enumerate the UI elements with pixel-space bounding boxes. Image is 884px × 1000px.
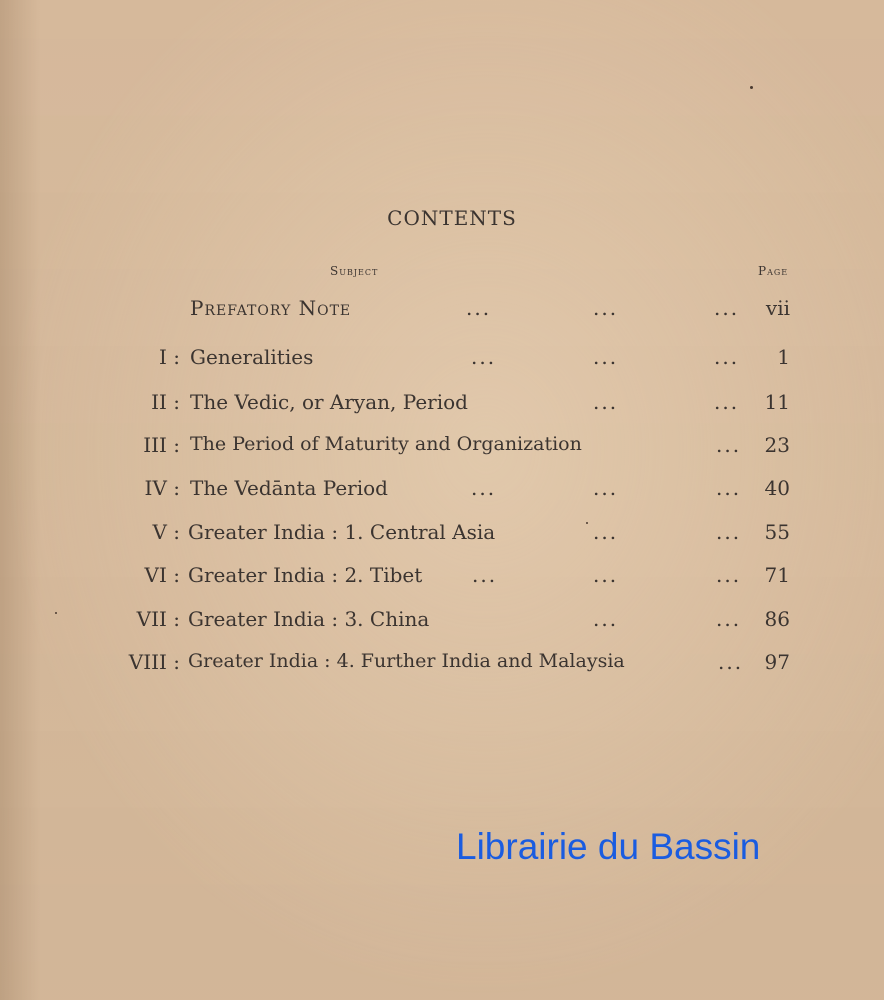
toc-entry (0, 433, 884, 463)
leader-dots: ... (593, 345, 619, 369)
page-number: 40 (764, 476, 790, 500)
chapter-number: VI : (144, 563, 180, 587)
leader-dots: ... (716, 563, 742, 587)
toc-entry (0, 520, 884, 550)
page-number: 97 (764, 650, 790, 674)
leader-dots: ... (472, 563, 498, 587)
page-column-label: Page (758, 264, 789, 278)
chapter-title: The Vedānta Period (190, 476, 388, 500)
chapter-number: V : (152, 520, 180, 544)
leader-dots: ... (716, 520, 742, 544)
leader-dots: ... (716, 433, 742, 457)
toc-entry (0, 476, 884, 506)
chapter-title: Greater India : 3. China (188, 607, 430, 631)
chapter-title: Greater India : 1. Central Asia (188, 520, 496, 544)
page-number: vii (765, 296, 790, 320)
toc-entry (0, 296, 884, 326)
chapter-number: I : (159, 345, 180, 369)
chapter-number: IV : (144, 476, 180, 500)
toc-entry (0, 607, 884, 637)
leader-dots: ... (593, 296, 619, 320)
leader-dots: ... (466, 296, 492, 320)
chapter-title: The Period of Maturity and Organization (190, 433, 582, 455)
subject-column-label: Subject (330, 264, 379, 278)
bookseller-watermark: Librairie du Bassin (456, 826, 761, 867)
chapter-number: VII : (136, 607, 180, 631)
leader-dots: ... (471, 345, 497, 369)
toc-entry (0, 650, 884, 680)
toc-entry (0, 390, 884, 420)
leader-dots: ... (714, 345, 740, 369)
leader-dots: ... (716, 607, 742, 631)
leader-dots: ... (716, 476, 742, 500)
toc-entry (0, 345, 884, 375)
page-number: 1 (777, 345, 790, 369)
chapter-number: VIII : (128, 650, 180, 674)
leader-dots: ... (718, 650, 744, 674)
chapter-title: The Vedic, or Aryan, Period (190, 390, 468, 414)
paper-speck (55, 612, 57, 614)
chapter-title: Greater India : 4. Further India and Malaysia (188, 650, 625, 672)
chapter-number: III : (143, 433, 180, 457)
chapter-title: Prefatory Note (190, 296, 352, 320)
leader-dots: ... (593, 563, 619, 587)
chapter-title: Generalities (190, 345, 314, 369)
page-number: 23 (764, 433, 790, 457)
chapter-title: Greater India : 2. Tibet (188, 563, 423, 587)
leader-dots: ... (714, 296, 740, 320)
page-number: 86 (764, 607, 790, 631)
leader-dots: ... (593, 476, 619, 500)
paper-speck (750, 86, 753, 89)
leader-dots: ... (593, 520, 619, 544)
leader-dots: ... (471, 476, 497, 500)
contents-heading: CONTENTS (387, 206, 517, 230)
toc-entry (0, 563, 884, 593)
page-number: 55 (764, 520, 790, 544)
paper-speck (586, 522, 588, 524)
leader-dots: ... (714, 390, 740, 414)
page-number: 71 (764, 563, 790, 587)
leader-dots: ... (593, 607, 619, 631)
page-number: 11 (764, 390, 790, 414)
chapter-number: II : (151, 390, 180, 414)
leader-dots: ... (593, 390, 619, 414)
